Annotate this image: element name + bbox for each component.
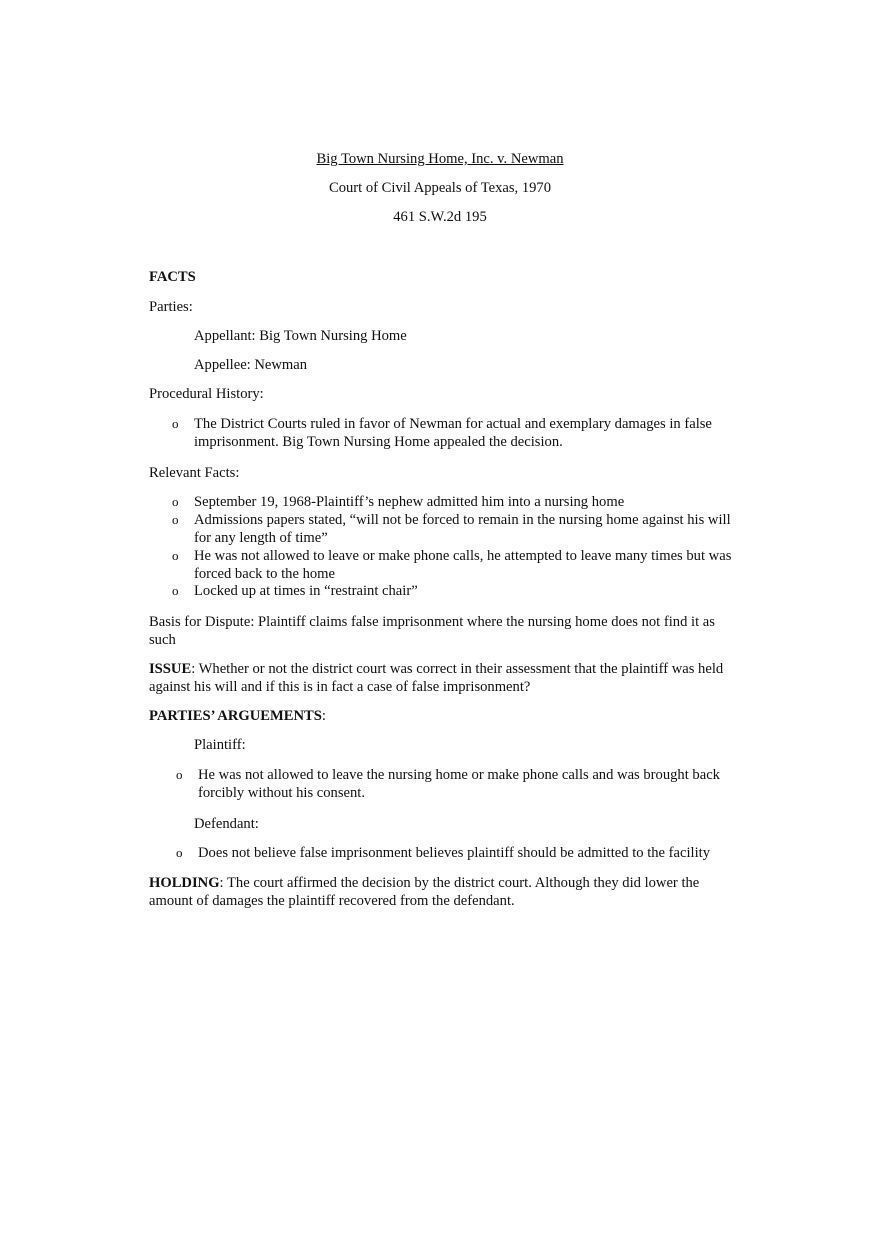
arguments-heading: PARTIES’ ARGUEMENTS: <box>149 708 326 724</box>
appellant: Appellant: Big Town Nursing Home <box>194 328 407 344</box>
relevant-label: Relevant Facts: <box>149 465 240 481</box>
list-item: o September 19, 1968-Plaintiff’s nephew admitted him into a nursing home <box>172 494 625 510</box>
list-item: o Admissions papers stated, “will not be forced to remain in the nursing home against his will for any length of time” <box>172 512 731 546</box>
procedural-label: Procedural History: <box>149 386 264 402</box>
list-item: o The District Courts ruled in favor of Newman for actual and exemplary damages in false imprisonment. Big Town Nursing Home appealed the decision. <box>172 416 712 450</box>
basis-for-dispute: Basis for Dispute: Plaintiff claims false imprisonment where the nursing home does not find it as such <box>149 614 715 648</box>
list-item: o Does not believe false imprisonment believes plaintiff should be admitted to the facility <box>176 845 711 861</box>
issue: ISSUE: Whether or not the district court was correct in their assessment that the plaintiff was held against his will and if this is in fact a case of false imprisonment? <box>149 661 724 695</box>
list-item: o He was not allowed to leave or make phone calls, he attempted to leave many times but was forced back to the home <box>172 548 732 582</box>
appellee: Appellee: Newman <box>194 357 308 373</box>
plaintiff-label: Plaintiff: <box>194 737 246 753</box>
parties-label: Parties: <box>149 299 193 315</box>
defendant-label: Defendant: <box>194 816 259 832</box>
facts-heading: FACTS <box>149 269 196 285</box>
court-name: Court of Civil Appeals of Texas, 1970 <box>328 180 552 196</box>
list-item: o He was not allowed to leave the nursing home or make phone calls and was brought back forcibly without his consent. <box>176 767 720 801</box>
citation: 461 S.W.2d 195 <box>393 209 487 225</box>
case-title: Big Town Nursing Home, Inc. v. Newman <box>316 151 564 167</box>
list-item: o Locked up at times in “restraint chair” <box>172 583 418 599</box>
holding: HOLDING: The court affirmed the decision by the district court. Although they did lower the amount of damages the plaintiff recovered from the defendant. <box>149 875 700 909</box>
